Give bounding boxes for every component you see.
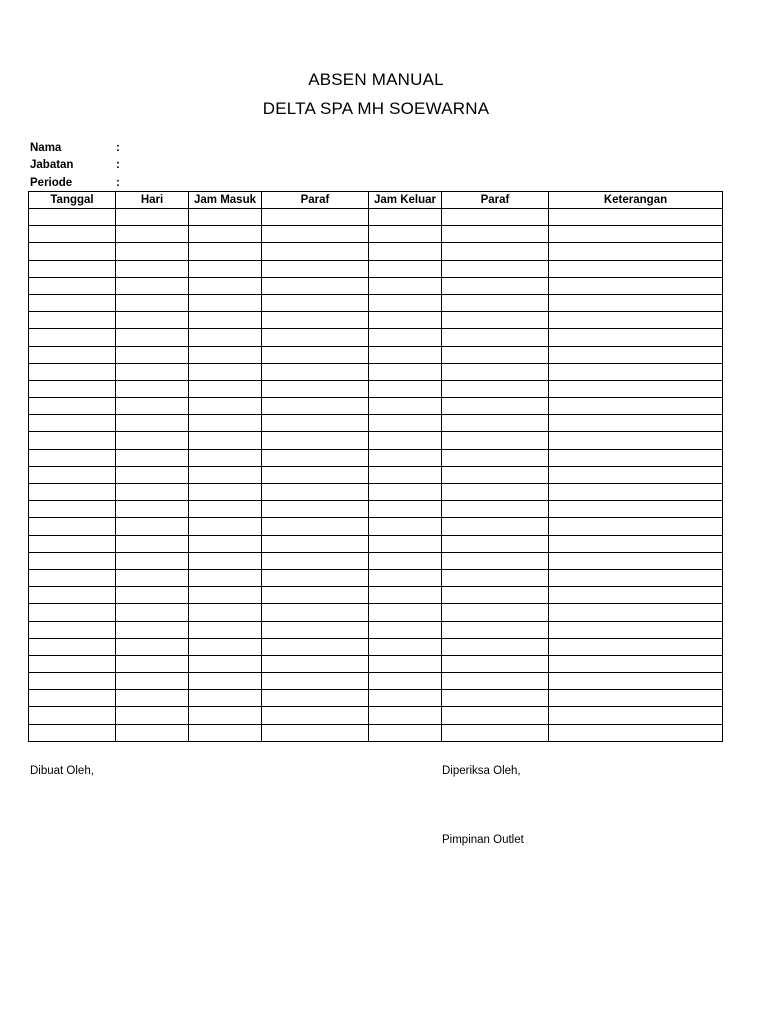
table-row	[29, 432, 723, 449]
table-row	[29, 552, 723, 569]
table-cell	[442, 449, 549, 466]
table-row	[29, 535, 723, 552]
table-cell	[29, 415, 116, 432]
table-cell	[442, 690, 549, 707]
table-cell	[29, 329, 116, 346]
info-row-jabatan	[30, 157, 120, 173]
table-cell	[369, 277, 442, 294]
table-cell	[29, 621, 116, 638]
table-cell	[442, 380, 549, 397]
table-cell	[369, 484, 442, 501]
table-cell	[189, 655, 262, 672]
table-row	[29, 398, 723, 415]
table-cell	[442, 707, 549, 724]
table-cell	[369, 346, 442, 363]
table-cell	[262, 638, 369, 655]
table-cell	[116, 690, 189, 707]
table-cell	[116, 604, 189, 621]
table-cell	[442, 243, 549, 260]
table-cell	[549, 552, 723, 569]
table-cell	[189, 380, 262, 397]
table-cell	[262, 535, 369, 552]
table-cell	[189, 535, 262, 552]
table-cell	[369, 398, 442, 415]
table-cell	[29, 690, 116, 707]
table-cell	[262, 398, 369, 415]
table-cell	[262, 380, 369, 397]
table-cell	[369, 415, 442, 432]
table-cell	[549, 569, 723, 586]
table-cell	[369, 466, 442, 483]
table-cell	[29, 535, 116, 552]
table-cell	[29, 226, 116, 243]
document-subtitle: DELTA SPA MH SOEWARNA	[262, 99, 490, 118]
table-cell	[116, 655, 189, 672]
table-cell	[116, 501, 189, 518]
table-cell	[116, 363, 189, 380]
table-row	[29, 346, 723, 363]
table-cell	[442, 226, 549, 243]
table-cell	[442, 260, 549, 277]
table-row	[29, 518, 723, 535]
table-cell	[29, 518, 116, 535]
table-cell	[262, 707, 369, 724]
table-row	[29, 209, 723, 226]
table-cell	[442, 432, 549, 449]
table-cell	[262, 569, 369, 586]
table-cell	[116, 294, 189, 311]
table-cell	[262, 209, 369, 226]
table-cell	[29, 655, 116, 672]
table-cell	[549, 587, 723, 604]
table-cell	[549, 484, 723, 501]
table-cell	[549, 690, 723, 707]
table-cell	[549, 294, 723, 311]
table-cell	[262, 587, 369, 604]
table-row	[29, 724, 723, 741]
table-cell	[116, 724, 189, 741]
table-cell	[369, 209, 442, 226]
table-cell	[442, 535, 549, 552]
table-cell	[442, 724, 549, 741]
table-cell	[116, 466, 189, 483]
table-cell	[116, 432, 189, 449]
table-cell	[189, 260, 262, 277]
table-row	[29, 415, 723, 432]
table-cell	[442, 398, 549, 415]
table-cell	[549, 707, 723, 724]
info-row-nama	[30, 140, 120, 156]
table-cell	[549, 518, 723, 535]
table-cell	[189, 243, 262, 260]
table-cell	[29, 552, 116, 569]
table-cell	[116, 243, 189, 260]
table-cell	[29, 501, 116, 518]
table-cell	[29, 604, 116, 621]
table-cell	[262, 673, 369, 690]
table-cell	[116, 398, 189, 415]
table-cell	[29, 569, 116, 586]
table-cell	[549, 277, 723, 294]
table-cell	[262, 690, 369, 707]
table-row	[29, 294, 723, 311]
table-cell	[442, 604, 549, 621]
table-cell	[442, 329, 549, 346]
table-cell	[29, 466, 116, 483]
table-cell	[189, 294, 262, 311]
document-title: ABSEN MANUAL	[308, 70, 444, 89]
table-cell	[189, 277, 262, 294]
table-cell	[262, 226, 369, 243]
table-cell	[549, 638, 723, 655]
table-cell	[442, 346, 549, 363]
table-row	[29, 638, 723, 655]
table-cell	[189, 707, 262, 724]
table-cell	[549, 243, 723, 260]
table-cell	[29, 398, 116, 415]
table-cell	[369, 587, 442, 604]
table-cell	[369, 535, 442, 552]
table-cell	[116, 312, 189, 329]
table-cell	[549, 604, 723, 621]
table-cell	[116, 449, 189, 466]
table-row	[29, 655, 723, 672]
table-row	[29, 673, 723, 690]
table-cell	[29, 312, 116, 329]
table-cell	[189, 518, 262, 535]
table-cell	[549, 432, 723, 449]
table-cell	[116, 621, 189, 638]
table-cell	[262, 277, 369, 294]
table-cell	[262, 655, 369, 672]
table-cell	[116, 484, 189, 501]
table-cell	[189, 415, 262, 432]
table-cell	[369, 363, 442, 380]
table-cell	[189, 552, 262, 569]
table-row	[29, 621, 723, 638]
table-cell	[442, 552, 549, 569]
table-cell	[369, 569, 442, 586]
table-cell	[369, 294, 442, 311]
table-cell	[549, 346, 723, 363]
table-cell	[189, 329, 262, 346]
info-row-periode	[30, 175, 120, 191]
table-cell	[189, 587, 262, 604]
table-cell	[189, 621, 262, 638]
table-cell	[369, 690, 442, 707]
table-cell	[116, 638, 189, 655]
table-cell	[262, 260, 369, 277]
table-cell	[262, 415, 369, 432]
table-cell	[442, 501, 549, 518]
table-cell	[29, 260, 116, 277]
table-cell	[189, 449, 262, 466]
table-row	[29, 260, 723, 277]
table-cell	[369, 621, 442, 638]
table-cell	[369, 329, 442, 346]
table-cell	[262, 432, 369, 449]
table-cell	[549, 363, 723, 380]
table-cell	[549, 466, 723, 483]
table-cell	[189, 501, 262, 518]
table-cell	[29, 707, 116, 724]
attendance-table-body	[29, 209, 723, 742]
table-cell	[262, 312, 369, 329]
table-cell	[29, 363, 116, 380]
table-cell	[549, 329, 723, 346]
table-cell	[116, 587, 189, 604]
table-cell	[189, 432, 262, 449]
jabatan-colon: :	[116, 159, 120, 171]
table-cell	[29, 346, 116, 363]
table-cell	[189, 363, 262, 380]
table-cell	[189, 209, 262, 226]
table-cell	[442, 518, 549, 535]
table-row	[29, 449, 723, 466]
table-row	[29, 277, 723, 294]
table-cell	[442, 655, 549, 672]
table-row	[29, 363, 723, 380]
table-cell	[262, 518, 369, 535]
table-cell	[116, 380, 189, 397]
table-cell	[116, 518, 189, 535]
table-cell	[189, 466, 262, 483]
made-by-label: Dibuat Oleh,	[30, 765, 94, 777]
table-cell	[549, 415, 723, 432]
table-cell	[116, 535, 189, 552]
table-cell	[262, 724, 369, 741]
table-cell	[369, 501, 442, 518]
table-cell	[442, 569, 549, 586]
table-row	[29, 466, 723, 483]
table-row	[29, 243, 723, 260]
table-cell	[549, 209, 723, 226]
table-cell	[29, 432, 116, 449]
table-cell	[116, 707, 189, 724]
table-cell	[262, 243, 369, 260]
table-row	[29, 329, 723, 346]
table-cell	[29, 294, 116, 311]
periode-label: Periode	[30, 177, 73, 189]
table-cell	[442, 621, 549, 638]
table-cell	[116, 673, 189, 690]
table-cell	[262, 484, 369, 501]
table-cell	[442, 363, 549, 380]
table-cell	[369, 655, 442, 672]
table-cell	[369, 604, 442, 621]
table-cell	[549, 673, 723, 690]
table-cell	[549, 260, 723, 277]
table-cell	[29, 277, 116, 294]
table-cell	[116, 415, 189, 432]
attendance-table	[28, 191, 723, 742]
table-cell	[442, 673, 549, 690]
table-cell	[262, 449, 369, 466]
table-cell	[549, 380, 723, 397]
header-keterangan: Keterangan	[549, 192, 723, 209]
table-cell	[262, 604, 369, 621]
table-cell	[549, 312, 723, 329]
table-cell	[189, 690, 262, 707]
periode-colon: :	[116, 177, 120, 189]
table-cell	[262, 621, 369, 638]
table-cell	[116, 569, 189, 586]
table-cell	[189, 226, 262, 243]
table-cell	[189, 604, 262, 621]
table-cell	[262, 552, 369, 569]
table-cell	[369, 673, 442, 690]
table-cell	[29, 209, 116, 226]
table-cell	[29, 380, 116, 397]
table-cell	[369, 260, 442, 277]
table-cell	[369, 552, 442, 569]
table-cell	[442, 638, 549, 655]
table-cell	[116, 329, 189, 346]
table-cell	[189, 724, 262, 741]
table-cell	[189, 398, 262, 415]
table-cell	[189, 638, 262, 655]
header-hari: Hari	[116, 192, 189, 209]
table-cell	[29, 673, 116, 690]
table-cell	[442, 277, 549, 294]
table-cell	[369, 518, 442, 535]
table-cell	[442, 587, 549, 604]
table-cell	[369, 243, 442, 260]
table-header-row	[29, 192, 723, 209]
table-cell	[369, 449, 442, 466]
header-jam-masuk: Jam Masuk	[189, 192, 262, 209]
header-paraf-masuk: Paraf	[262, 192, 369, 209]
nama-label: Nama	[30, 142, 62, 154]
table-cell	[116, 277, 189, 294]
table-cell	[29, 484, 116, 501]
table-cell	[549, 655, 723, 672]
table-cell	[442, 209, 549, 226]
table-cell	[29, 724, 116, 741]
table-cell	[369, 432, 442, 449]
table-cell	[116, 552, 189, 569]
table-cell	[549, 398, 723, 415]
table-cell	[369, 707, 442, 724]
table-cell	[29, 243, 116, 260]
table-cell	[442, 415, 549, 432]
table-cell	[262, 363, 369, 380]
table-row	[29, 587, 723, 604]
header-jam-keluar: Jam Keluar	[369, 192, 442, 209]
table-cell	[29, 449, 116, 466]
table-row	[29, 690, 723, 707]
table-cell	[29, 638, 116, 655]
table-cell	[442, 312, 549, 329]
checked-by-label: Diperiksa Oleh,	[442, 765, 521, 777]
table-cell	[369, 312, 442, 329]
table-row	[29, 484, 723, 501]
table-cell	[549, 449, 723, 466]
table-cell	[369, 226, 442, 243]
table-cell	[262, 346, 369, 363]
header-tanggal: Tanggal	[29, 192, 116, 209]
table-cell	[189, 673, 262, 690]
table-cell	[442, 484, 549, 501]
table-cell	[549, 501, 723, 518]
table-cell	[262, 329, 369, 346]
table-cell	[262, 501, 369, 518]
table-row	[29, 226, 723, 243]
table-row	[29, 501, 723, 518]
table-row	[29, 707, 723, 724]
table-cell	[549, 535, 723, 552]
table-cell	[262, 294, 369, 311]
table-cell	[189, 569, 262, 586]
table-cell	[116, 226, 189, 243]
table-row	[29, 604, 723, 621]
table-cell	[189, 484, 262, 501]
table-cell	[369, 380, 442, 397]
table-row	[29, 380, 723, 397]
table-cell	[369, 638, 442, 655]
table-cell	[549, 226, 723, 243]
table-row	[29, 312, 723, 329]
checker-role-label: Pimpinan Outlet	[442, 834, 524, 846]
table-cell	[189, 346, 262, 363]
table-cell	[442, 466, 549, 483]
table-cell	[116, 346, 189, 363]
table-cell	[29, 587, 116, 604]
table-cell	[549, 621, 723, 638]
header-paraf-keluar: Paraf	[442, 192, 549, 209]
table-cell	[116, 209, 189, 226]
jabatan-label: Jabatan	[30, 159, 74, 171]
table-cell	[262, 466, 369, 483]
table-row	[29, 569, 723, 586]
table-cell	[442, 294, 549, 311]
table-cell	[549, 724, 723, 741]
table-cell	[189, 312, 262, 329]
table-cell	[116, 260, 189, 277]
table-cell	[369, 724, 442, 741]
nama-colon: :	[116, 142, 120, 154]
